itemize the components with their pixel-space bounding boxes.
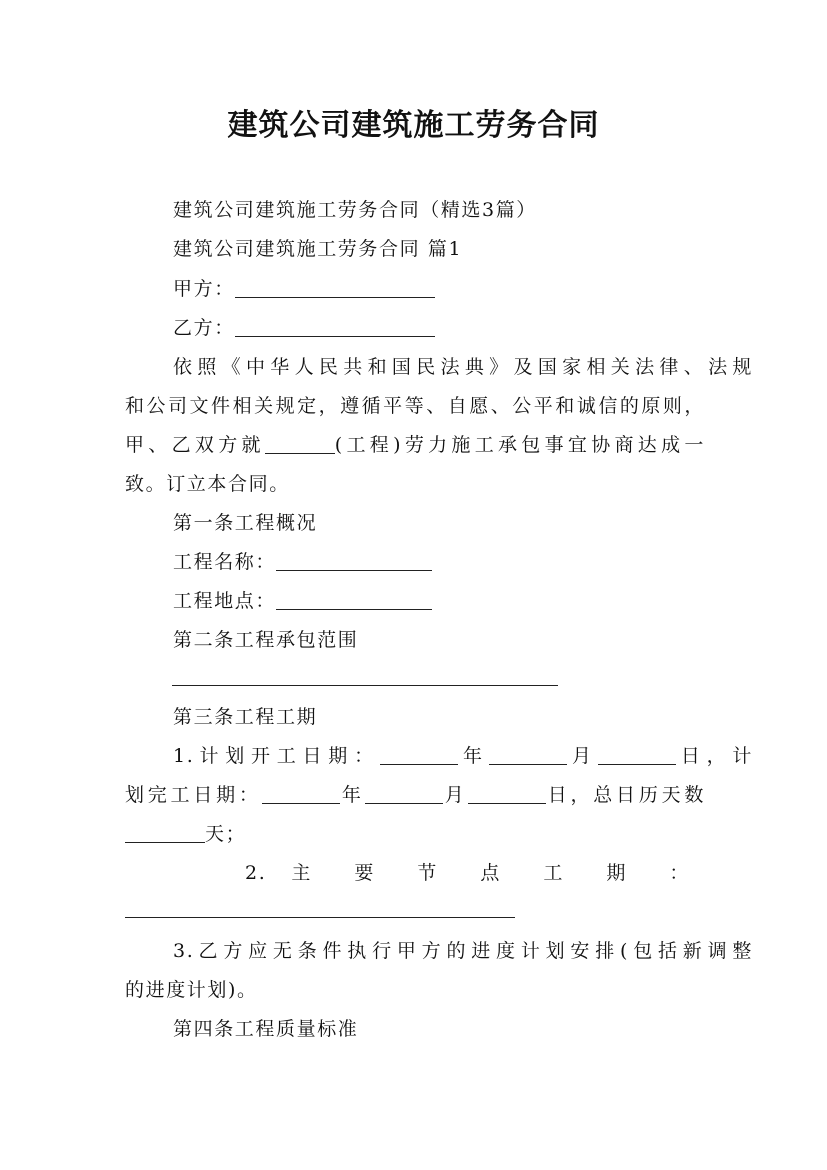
end-year-unit: 年 bbox=[339, 784, 365, 806]
section-3-heading: 第三条工程工期 bbox=[173, 706, 318, 728]
document-title: 建筑公司建筑施工劳务合同 bbox=[227, 108, 600, 143]
milestone-blank-line bbox=[125, 917, 515, 918]
start-date-label: 1.计划开工日期： bbox=[173, 745, 380, 767]
scope-blank-line bbox=[172, 685, 558, 686]
section-1-heading: 第一条工程概况 bbox=[173, 512, 318, 534]
project-name-line bbox=[125, 543, 753, 582]
section-2-heading: 第二条工程承包范围 bbox=[173, 629, 359, 651]
schedule-line-2: 的进度计划)。 bbox=[125, 979, 258, 1001]
end-date-label: 划完工日期： bbox=[125, 784, 262, 806]
start-year-blank bbox=[380, 744, 458, 765]
project-name-blank bbox=[276, 550, 432, 571]
end-month-unit: 月 bbox=[442, 784, 468, 806]
intro-line-4: 致。订立本合同。 bbox=[125, 473, 290, 495]
end-year-blank bbox=[262, 783, 340, 804]
party-a-blank bbox=[235, 277, 435, 298]
subtitle: 建筑公司建筑施工劳务合同（精选3篇） bbox=[173, 199, 537, 221]
milestone-line: 2. 主 要 节 点 工 期 ： bbox=[245, 862, 690, 884]
end-day-blank bbox=[468, 783, 546, 804]
start-month-unit: 月 bbox=[566, 745, 598, 767]
section-4-heading: 第四条工程质量标准 bbox=[173, 1018, 359, 1040]
start-day-unit: 日，计 bbox=[675, 745, 754, 767]
party-a-line bbox=[125, 270, 753, 309]
intro-line-3-start: 甲、乙双方就 bbox=[125, 434, 265, 456]
intro-line-1: 依照《中华人民共和国民法典》及国家相关法律、法规 bbox=[173, 356, 753, 378]
party-b-blank bbox=[235, 316, 435, 337]
period-line-1 bbox=[125, 737, 753, 776]
schedule-line-1: 3.乙方应无条件执行甲方的进度计划安排(包括新调整 bbox=[173, 940, 753, 962]
days-unit: 天； bbox=[205, 823, 247, 845]
intro-line-3 bbox=[125, 426, 705, 465]
intro-line-2: 和公司文件相关规定，遵循平等、自愿、公平和诚信的原则， bbox=[125, 395, 705, 417]
total-days-blank bbox=[125, 822, 205, 843]
project-name-label: 工程名称： bbox=[173, 551, 277, 573]
intro-line-3-end: (工程)劳力施工承包事宜协商达成一 bbox=[334, 434, 705, 456]
period-line-3 bbox=[125, 815, 705, 854]
end-day-unit: 日，总日历天数 bbox=[545, 784, 705, 806]
party-a-label: 甲方： bbox=[173, 278, 235, 300]
start-day-blank bbox=[598, 744, 676, 765]
start-month-blank bbox=[489, 744, 567, 765]
article-heading: 建筑公司建筑施工劳务合同 篇1 bbox=[173, 238, 463, 260]
project-site-line bbox=[125, 582, 753, 621]
period-line-2 bbox=[125, 776, 705, 815]
project-site-label: 工程地点： bbox=[173, 590, 277, 612]
project-site-blank bbox=[276, 589, 432, 610]
end-month-blank bbox=[365, 783, 443, 804]
start-year-unit: 年 bbox=[457, 745, 489, 767]
party-b-label: 乙方： bbox=[173, 317, 235, 339]
project-blank bbox=[265, 433, 335, 454]
party-b-line bbox=[125, 309, 753, 348]
